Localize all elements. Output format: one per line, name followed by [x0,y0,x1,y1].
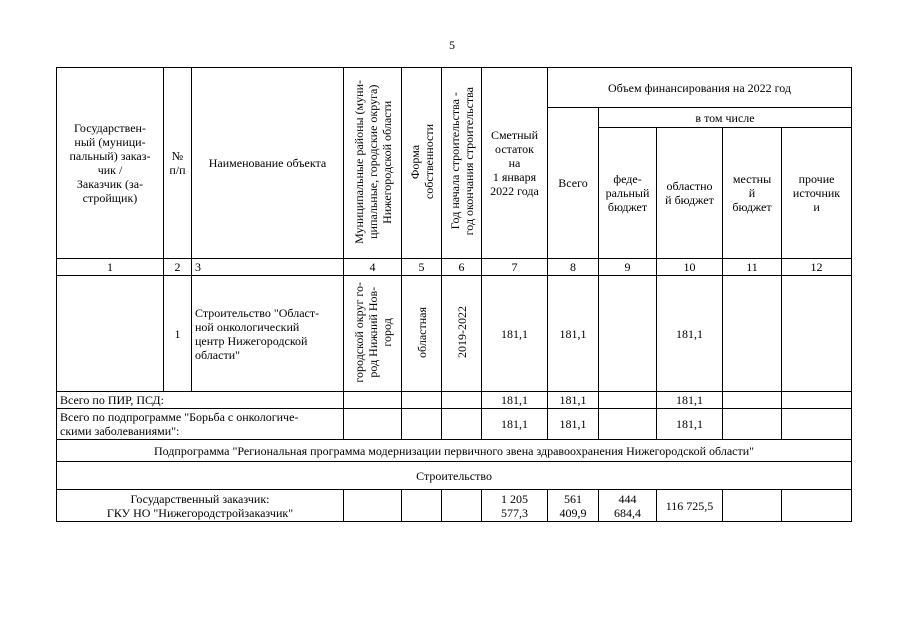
object-years: 2019-2022 [442,276,482,392]
customer-regional: 116 725,5 [657,490,723,522]
object-total: 181,1 [548,276,599,392]
total-subprogram-label: Всего по подпрограмме "Борьба с онкологиче- скими заболеваниями": [57,409,344,440]
col-num-10: 10 [657,259,723,276]
object-row [57,276,852,392]
object-customer-cell [57,276,164,392]
customer-estimate: 1 205 577,3 [482,490,548,522]
col-num-1: 1 [57,259,164,276]
subprogram-title-row [57,440,852,462]
col-num-12: 12 [782,259,852,276]
customer-label: Государственный заказчик: ГКУ НО "Нижегородстройзаказчик" [57,490,344,522]
object-estimate: 181,1 [482,276,548,392]
col-num-2: 2 [164,259,192,276]
header-object: Наименование объекта [192,68,344,259]
col-num-4: 4 [344,259,402,276]
customer-total: 561 409,9 [548,490,599,522]
financing-table [56,67,852,522]
col-num-11: 11 [723,259,782,276]
col-num-8: 8 [548,259,599,276]
total-pir-label: Всего по ПИР, ПСД: [57,392,344,409]
object-municipal: городской округ го- род Нижний Нов- город [344,276,402,392]
col-num-5: 5 [402,259,442,276]
column-numbers-row [57,259,852,276]
header-other: прочие источник и [782,128,852,259]
header-total: Всего [548,108,599,259]
object-federal [599,276,657,392]
object-local [723,276,782,392]
header-estimate: Сметный остаток на 1 января 2022 года [482,68,548,259]
object-num: 1 [164,276,192,392]
col-num-9: 9 [599,259,657,276]
header-ownership: Форма собственности [402,68,442,259]
object-name: Строительство "Област- ной онкологический центр Нижегородской области" [192,276,344,392]
total-pir-regional: 181,1 [657,392,723,409]
object-other [782,276,852,392]
construction-title-row [57,462,852,490]
construction-title: Строительство [57,462,852,490]
header-municipal: Муниципальные районы (муни- ципальные, городские округа) Нижегородской области [344,68,402,259]
page-number: 5 [449,38,455,52]
object-regional: 181,1 [657,276,723,392]
customer-row [57,490,852,522]
total-pir-estimate: 181,1 [482,392,548,409]
col-num-3: 3 [192,259,344,276]
subprogram-title: Подпрограмма "Региональная программа модернизации первичного звена здравоохранения Нижегородской области" [57,440,852,462]
customer-federal: 444 684,4 [599,490,657,522]
header-customer: Государствен- ный (муници- пальный) заказ- чик / Заказчик (за- стройщик) [57,68,164,259]
header-years: Год начала строительства - год окончания строительства [442,68,482,259]
header-local: местны й бюджет [723,128,782,259]
total-subprogram-estimate: 181,1 [482,409,548,440]
total-subprogram-regional: 181,1 [657,409,723,440]
header-row-1 [57,68,852,108]
header-including: в том числе [599,108,852,128]
header-federal: феде- ральный бюджет [599,128,657,259]
header-num: № п/п [164,68,192,259]
total-subprogram-row [57,409,852,440]
header-funding: Объем финансирования на 2022 год [548,68,852,108]
total-pir-row [57,392,852,409]
total-pir-total: 181,1 [548,392,599,409]
total-subprogram-total: 181,1 [548,409,599,440]
col-num-6: 6 [442,259,482,276]
col-num-7: 7 [482,259,548,276]
header-regional: областно й бюджет [657,128,723,259]
object-ownership: областная [402,276,442,392]
